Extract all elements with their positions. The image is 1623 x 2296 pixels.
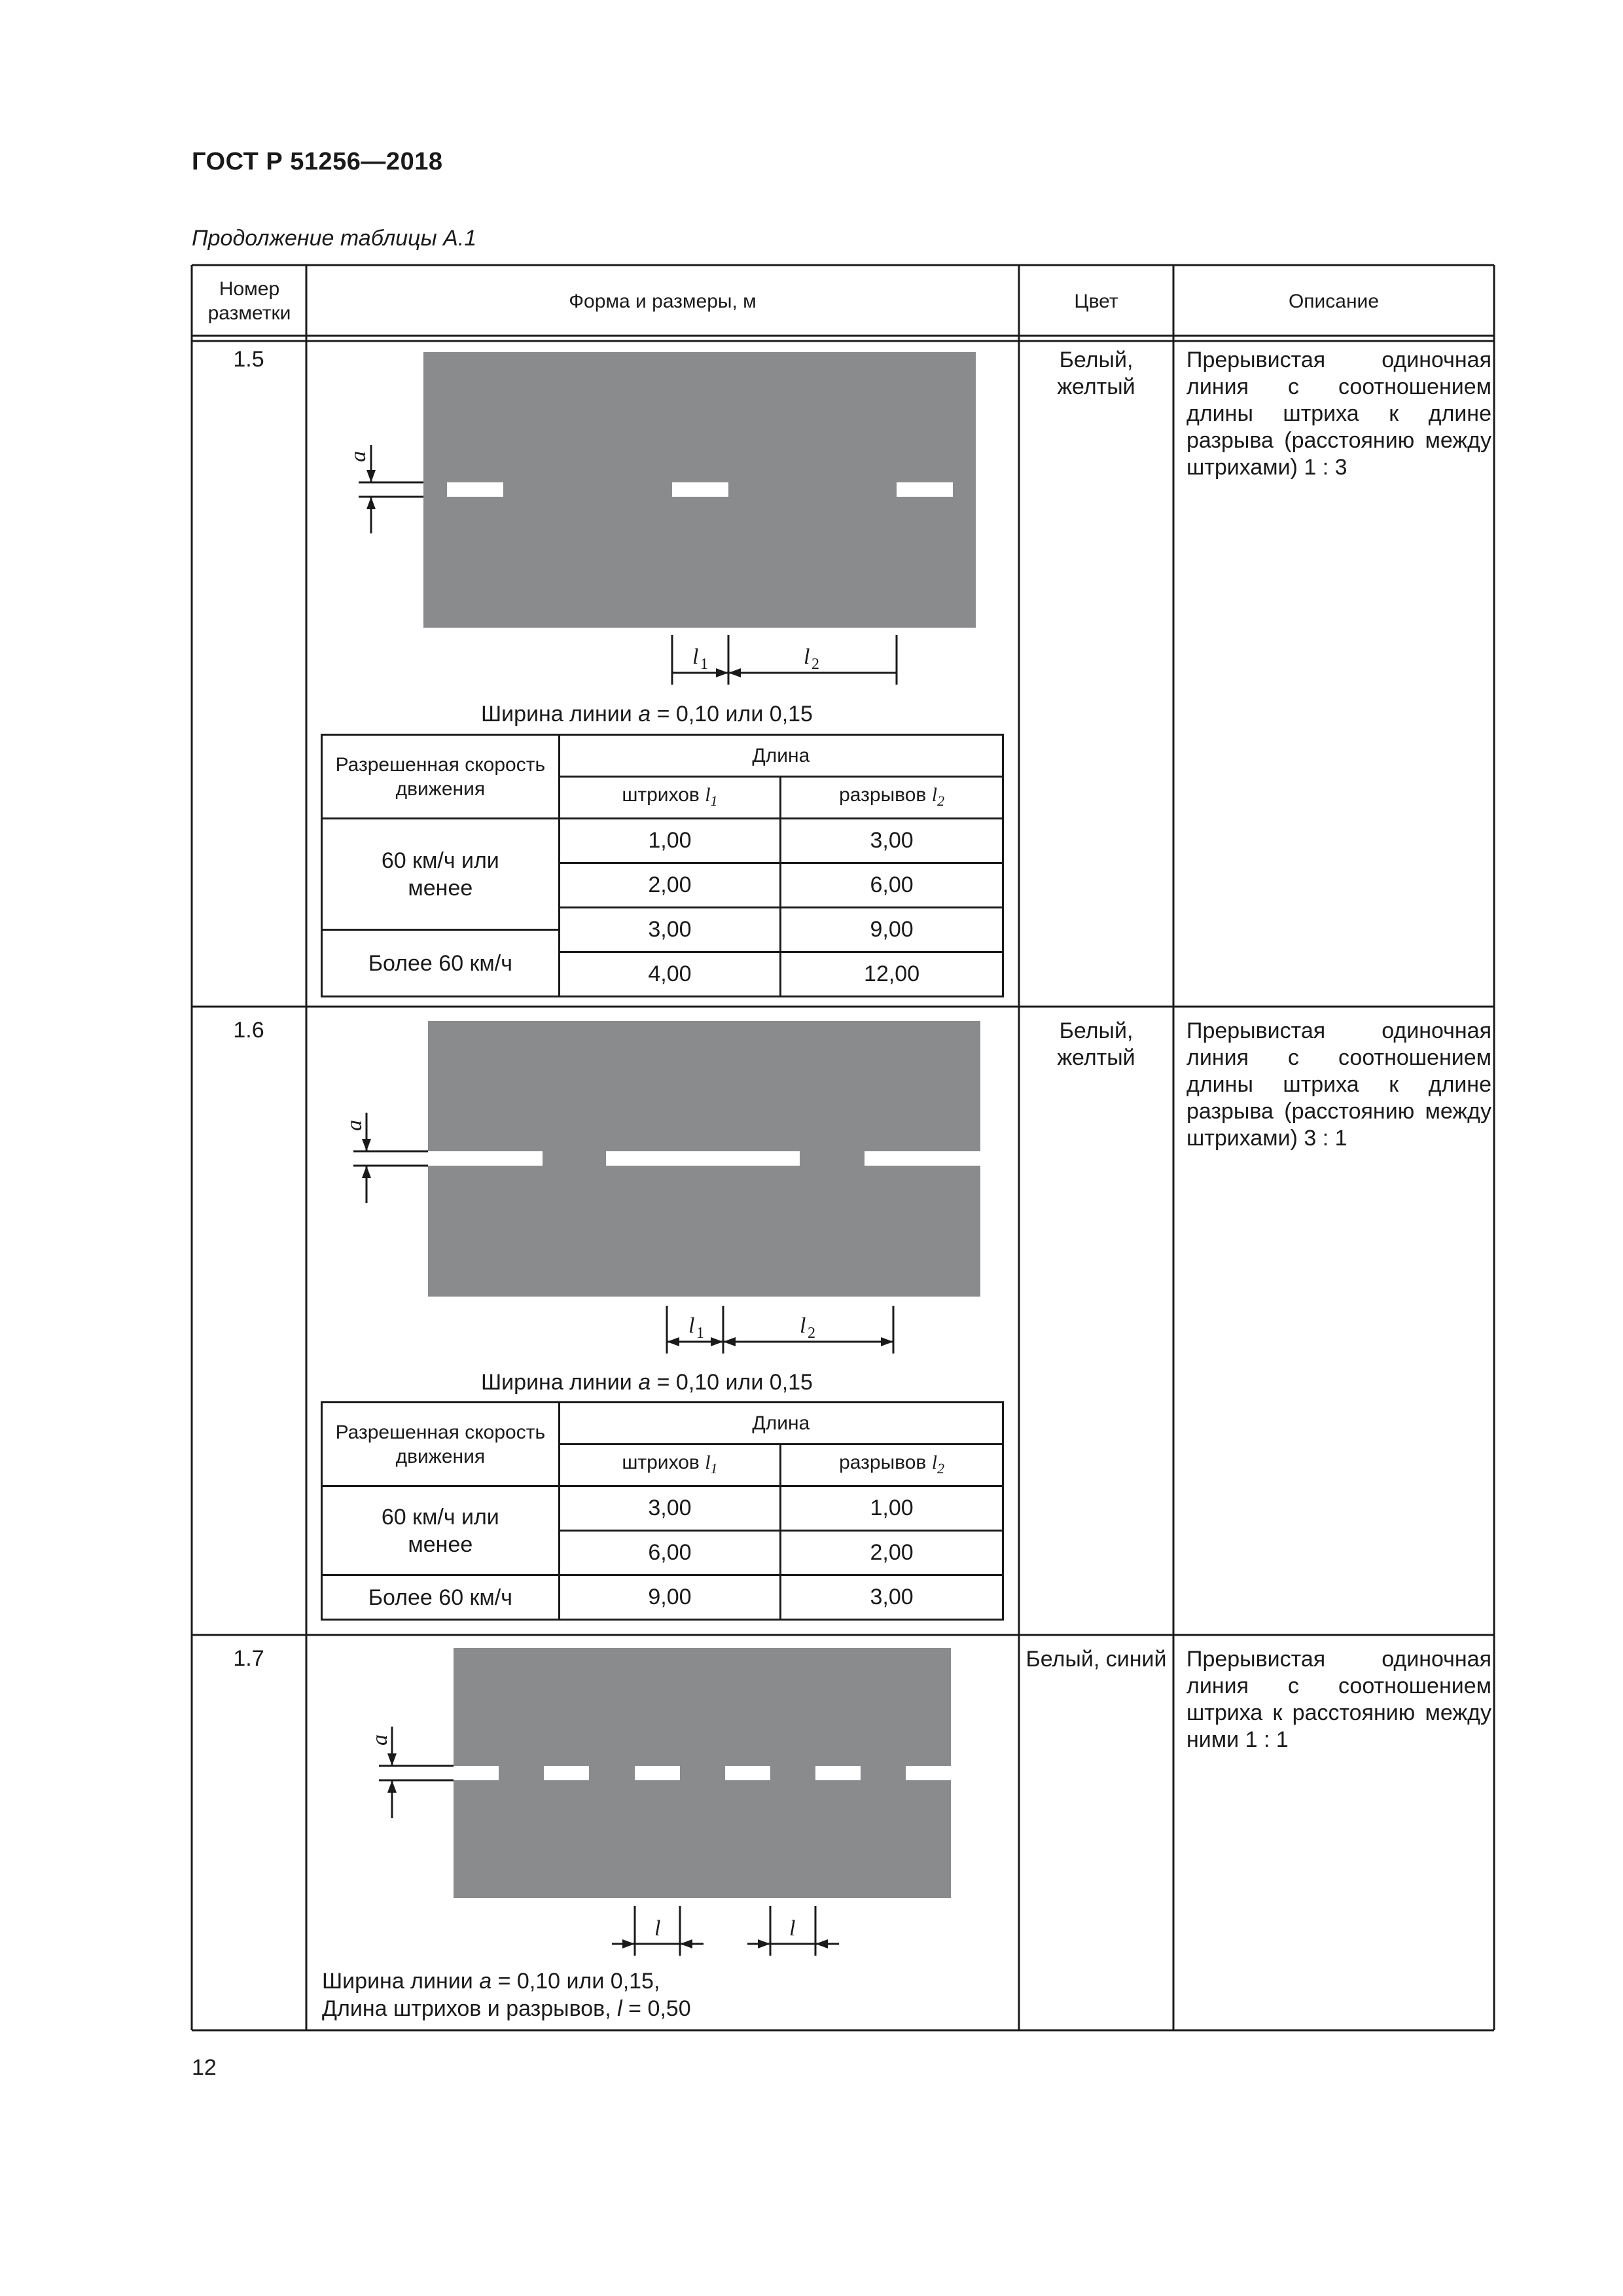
length-header: Длина — [559, 735, 1003, 777]
document-title: ГОСТ Р 51256—2018 — [192, 148, 443, 175]
table-cell: 3,00 — [781, 1575, 1003, 1620]
marking-dash — [454, 1766, 499, 1780]
table-cell: 3,00 — [559, 908, 781, 952]
table-cell: 6,00 — [781, 863, 1003, 908]
table-continuation-caption: Продолжение таблицы А.1 — [192, 226, 477, 251]
gap-label-sub2: 2 — [812, 656, 819, 673]
gap-label-l2: l — [800, 1314, 806, 1338]
gap-label-l: l — [789, 1916, 796, 1941]
speed-header: Разрешенная скорость движения — [322, 1403, 560, 1486]
row-1-5-number: 1.5 — [233, 347, 264, 372]
gap-length-header: разрывов $l_2$ — [781, 1444, 1003, 1486]
header-color-text: Цвет — [1074, 290, 1118, 312]
row-1-7-color: Белый, синий — [1026, 1647, 1167, 1672]
dash-length-header: штрихов $l_1$ — [559, 1444, 781, 1486]
row-1-5-caption: Ширина линии a = 0,10 или 0,15 — [481, 702, 813, 726]
table-cell: 4,00 — [559, 952, 781, 997]
row-1-6-caption: Ширина линии a = 0,10 или 0,15 — [481, 1370, 813, 1395]
row-1-7-caption-line2: Длина штрихов и разрывов, l = 0,50 — [322, 1996, 691, 2021]
row-1-7-number: 1.7 — [233, 1646, 264, 1671]
row-1-5-color: Белый, желтый — [1057, 348, 1135, 399]
table-cell: 9,00 — [781, 908, 1003, 952]
speed-low: 60 км/ч или менее — [322, 819, 560, 930]
dash-label-l: l — [654, 1916, 661, 1941]
table-cell: 12,00 — [781, 952, 1003, 997]
table-cell: 1,00 — [781, 1486, 1003, 1531]
dash-label-sub1: 1 — [696, 1325, 704, 1342]
width-label-a: a — [342, 1120, 366, 1131]
dash-label-l1: l — [692, 645, 699, 669]
dash-label-l1: l — [688, 1314, 695, 1338]
speed-high: Более 60 км/ч — [322, 930, 560, 997]
road-surface — [454, 1648, 951, 1898]
row-1-7-caption-line1: Ширина линии a = 0,10 или 0,15, — [322, 1969, 660, 1994]
row-1-6-number: 1.6 — [233, 1018, 264, 1043]
header-description-text: Описание — [1288, 290, 1380, 312]
page-number: 12 — [192, 2055, 217, 2080]
speed-low: 60 км/ч или менее — [322, 1486, 560, 1575]
dash-label-sub1: 1 — [700, 656, 708, 673]
table-cell: 3,00 — [781, 819, 1003, 863]
table-cell: 2,00 — [781, 1531, 1003, 1575]
gap-length-header: разрывов $l_2$ — [781, 777, 1003, 819]
table-cell: 3,00 — [559, 1486, 781, 1531]
row-1-6-color: Белый, желтый — [1057, 1018, 1135, 1070]
length-header: Длина — [559, 1403, 1003, 1444]
row-1-6-description: Прерывистая одиночная линия с соотношением длины штриха к длине разрыва (расстоянию между штрихами) 3 : 1 — [1186, 1018, 1491, 1151]
marking-dash — [725, 1766, 770, 1780]
dash-length-header: штрихов $l_1$ — [559, 777, 781, 819]
table-cell: 2,00 — [559, 863, 781, 908]
marking-dash — [544, 1766, 589, 1780]
header-number-text: Номер разметки — [207, 278, 291, 324]
marking-dash — [815, 1766, 861, 1780]
marking-dash — [635, 1766, 680, 1780]
gap-label-sub2: 2 — [808, 1325, 815, 1342]
header-form-text: Форма и размеры, м — [569, 290, 757, 312]
marking-dash — [906, 1766, 951, 1780]
width-label-a: a — [346, 451, 370, 462]
row-1-5-description: Прерывистая одиночная линия с соотношением длины штриха к длине разрыва (расстоянию между штрихами) 1 : 3 — [1186, 348, 1491, 480]
table-cell: 1,00 — [559, 819, 781, 863]
table-cell: 9,00 — [559, 1575, 781, 1620]
gap-label-l2: l — [804, 645, 810, 669]
table-cell: 6,00 — [559, 1531, 781, 1575]
speed-header: Разрешенная скорость движения — [322, 735, 560, 819]
width-label-a: a — [368, 1734, 392, 1746]
speed-high: Более 60 км/ч — [322, 1575, 560, 1620]
row-1-7-description: Прерывистая одиночная линия с соотношением штриха к расстоянию между ними 1 : 1 — [1186, 1647, 1491, 1752]
